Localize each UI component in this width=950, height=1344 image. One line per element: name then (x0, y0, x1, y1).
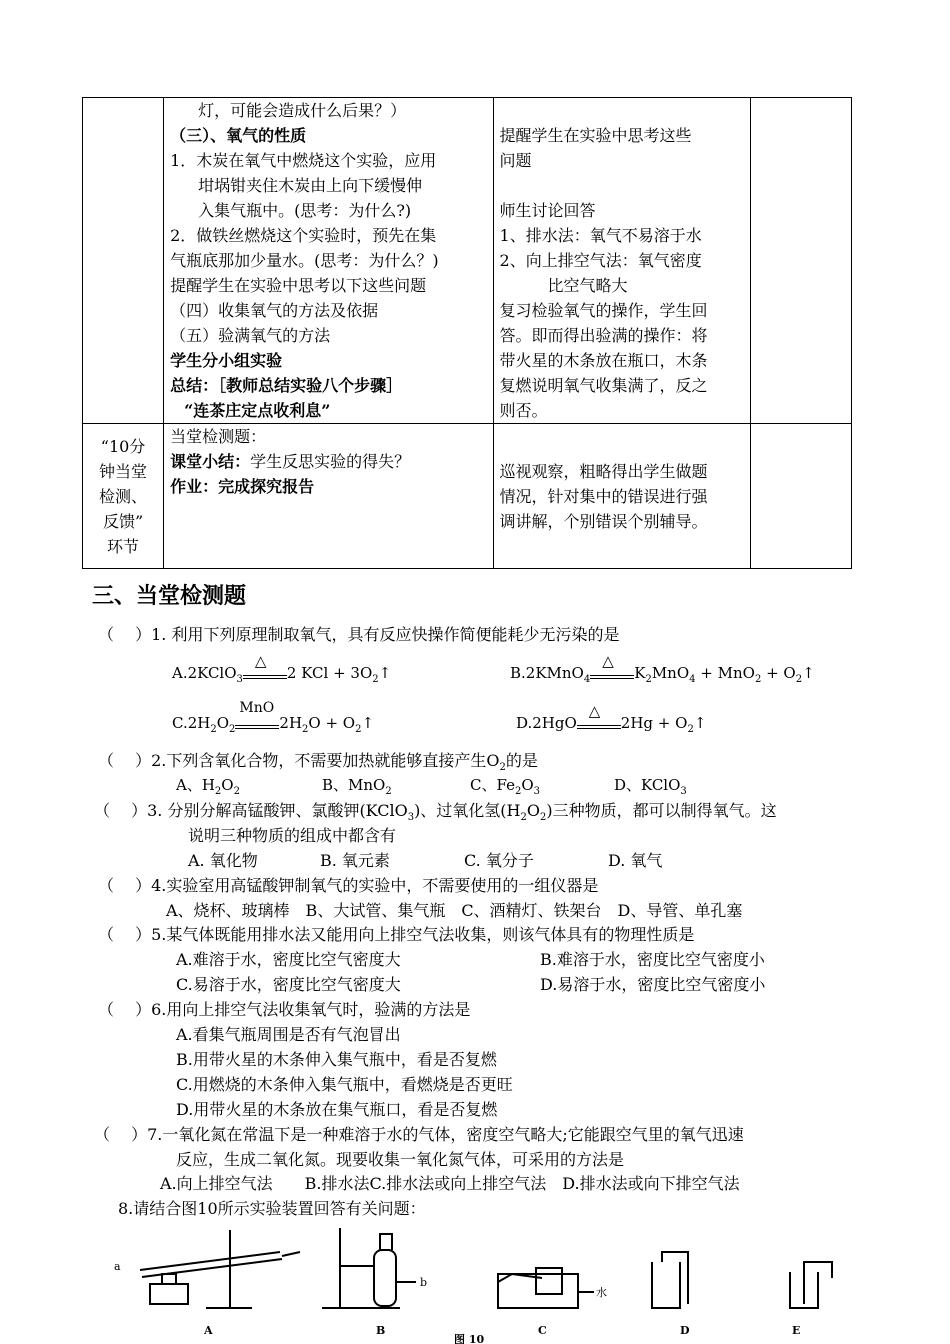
text-line: 巡视观察，粗略得出学生做题 (499, 461, 708, 481)
apparatus-a (140, 1230, 300, 1308)
question-3-line2: 说明三种物质的组成中都含有 (188, 826, 397, 845)
formula-part: + MnO (695, 664, 755, 682)
eq-line (590, 675, 634, 676)
text-line: 当堂检测题： (170, 427, 267, 446)
question-2 (98, 748, 538, 773)
text-line: 入集气瓶中。(思考：为什么?) (198, 201, 412, 220)
formula-part: 2 KCl + 3O (286, 664, 373, 682)
q2-option-d (614, 774, 687, 797)
subscript: 2 (233, 786, 240, 797)
q6-option-b: B.用带火星的木条伸入集气瓶中，看是否复燃 (176, 1050, 497, 1069)
up-arrow-icon: ↑ (378, 664, 392, 682)
option-text: A、H (176, 776, 215, 794)
question-7-line2: 反应，生成二氧化氮。现要收集一氧化氮气体，可采用的方法是 (176, 1150, 625, 1169)
activity-cell (164, 424, 493, 569)
subscript: 2 (514, 786, 522, 797)
notes-cell (750, 424, 851, 569)
up-arrow-icon: ↑ (802, 664, 815, 682)
apparatus-c (498, 1268, 594, 1308)
subscript: 2 (302, 724, 309, 735)
subscript: 2 (645, 674, 652, 685)
eq-line (590, 678, 634, 679)
label-d: D (680, 1324, 690, 1337)
question-text: )、过氧化氢(H (414, 801, 521, 820)
option-text: C、Fe (470, 776, 515, 794)
q2-option-a (176, 774, 240, 797)
summary-line (170, 449, 486, 474)
subscript: 4 (689, 674, 696, 685)
subscript: 2 (372, 674, 379, 685)
q1-option-a (172, 652, 392, 685)
eq-line (577, 728, 621, 729)
q6-option-c: C.用燃烧的木条伸入集气瓶中，看燃烧是否更旺 (176, 1075, 513, 1094)
catalyst-label: MnO (239, 700, 275, 716)
subscript: 2 (229, 724, 236, 735)
eq-line (243, 678, 287, 679)
stage-label: 反馈” (102, 511, 144, 531)
q6-option-a: A.看集气瓶周围是否有气泡冒出 (176, 1025, 401, 1044)
q7-options: A.向上排空气法 B.排水法C.排水法或向上排空气法 D.排水法或向下排空气法 (160, 1174, 740, 1193)
formula-part: K (634, 664, 646, 682)
q2-option-c (470, 774, 540, 797)
formula-part: 2H (279, 714, 303, 732)
q3-option-a: A. 氧化物 (188, 851, 258, 870)
stage-label: 钟当堂 (99, 461, 148, 481)
text-line: 比空气略大 (547, 276, 628, 295)
delivery-tube (282, 1252, 300, 1256)
label-b-mark: b (420, 1276, 428, 1289)
formula-part: + O (761, 664, 796, 682)
question-text: （ ）2.下列含氧化合物，不需要加热就能够直接产生O (98, 751, 500, 770)
stage-cell (83, 98, 164, 424)
question-7: （ ）7.一氧化氮在常温下是一种难溶于水的气体，密度空气略大;它能跟空气里的氧气迅速 (94, 1125, 744, 1144)
subscript: 2 (795, 674, 803, 685)
subscript: 3 (407, 812, 415, 824)
table-row (83, 98, 852, 424)
notes-cell (750, 98, 851, 424)
text-line: 调讲解，个别错误个别辅导。 (499, 511, 708, 531)
subscript: 2 (355, 724, 362, 735)
option-text: O (221, 776, 234, 794)
text-line: 情况，针对集中的错误进行强 (499, 486, 708, 506)
eq-line (235, 728, 279, 729)
text-line: 答。即而得出验满的操作：将 (499, 326, 708, 345)
stage-label: 检测、 (99, 486, 148, 506)
formula-part: B.2KMnO (510, 664, 584, 682)
delta-icon: △ (254, 652, 267, 670)
question-4: （ ）4.实验室用高锰酸钾制氧气的实验中，不需要使用的一组仪器是 (98, 876, 599, 895)
subscript: 2 (520, 812, 527, 824)
formula-part: A.2KClO (172, 664, 237, 682)
homework-line: 作业：完成探究报告 (170, 477, 315, 496)
delta-icon: △ (588, 702, 601, 720)
up-arrow-icon: ↑ (361, 714, 375, 732)
delivery-tube (662, 1252, 688, 1304)
q2-option-b (322, 774, 392, 797)
text-line: 问题 (499, 151, 532, 170)
formula-part: C.2H (172, 714, 211, 732)
section-title: 三、当堂检测题 (92, 584, 247, 609)
q5-option-b: B.难溶于水，密度比空气密度小 (540, 950, 765, 969)
eq-line (235, 725, 279, 726)
label-c: C (538, 1324, 547, 1337)
question-text: （ ）3. 分别分解高锰酸钾、氯酸钾(KClO (94, 801, 408, 820)
q3-option-c: C. 氧分子 (464, 851, 534, 870)
apparatus-e (790, 1262, 832, 1308)
q6-option-d: D.用带火星的木条放在集气瓶口，看是否复燃 (176, 1100, 498, 1119)
question-6: （ ）6.用向上排空气法收集氧气时，验满的方法是 (98, 1000, 471, 1019)
text-line: 复燃说明氧气收集满了，反之 (499, 376, 708, 395)
formula-part: D.2HgO (516, 714, 577, 732)
subscript: 4 (583, 674, 591, 685)
text-line: 坩埚钳夹住木炭由上向下缓慢伸 (198, 176, 423, 195)
q3-option-b: B. 氧元素 (320, 851, 390, 870)
heading-line: （三）、氧气的性质 (170, 126, 307, 145)
spacer (500, 173, 744, 198)
label-a-mark: a (114, 1260, 121, 1273)
stage-label: 环节 (107, 536, 140, 556)
mnemonic-line: “连茶庄定点收利息” (184, 401, 331, 420)
text-line: 气瓶底那加少量水。(思考：为什么？) (170, 251, 439, 270)
summary-text: 学生反思实验的得失？ (250, 452, 411, 471)
text-line: 灯，可能会造成什么后果？） (198, 101, 407, 120)
question-text: 的是 (505, 751, 538, 770)
reaction-condition (235, 700, 279, 728)
reaction-condition (243, 652, 287, 678)
q3-option-d: D. 氧气 (608, 851, 663, 870)
water-label: 水 (596, 1286, 607, 1299)
option-text: B、MnO (322, 776, 386, 794)
heading-line: 学生分小组实验 (170, 351, 283, 370)
alcohol-lamp-icon (150, 1284, 188, 1304)
lamp-wick-icon (162, 1274, 176, 1284)
figure-caption: 图 10 (454, 1333, 485, 1344)
gas-jar-icon (536, 1268, 562, 1294)
test-tube-icon (374, 1250, 396, 1306)
q1-option-d (516, 702, 707, 735)
subscript: 2 (540, 812, 547, 824)
label-e: E (792, 1324, 801, 1337)
figure-10-apparatus (110, 1222, 850, 1344)
option-text: O (521, 776, 534, 794)
q1-option-b (510, 652, 815, 685)
question-5: （ ）5.某气体既能用排水法又能用向上排空气法收集，则该气体具有的物理性质是 (98, 925, 695, 944)
formula-part: MnO (651, 664, 690, 682)
subscript: 2 (214, 786, 222, 797)
text-line: 2．做铁丝燃烧这个实验时，预先在集 (170, 226, 437, 245)
q4-options: A、烧杯、玻璃棒 B、大试管、集气瓶 C、酒精灯、铁架台 D、导管、单孔塞 (166, 901, 743, 920)
subscript: 3 (680, 786, 687, 797)
q1-option-c (172, 700, 375, 735)
label-b: B (376, 1324, 386, 1337)
option-text: D、KClO (614, 776, 681, 794)
q5-option-c: C.易溶于水，密度比空气密度大 (176, 975, 401, 994)
text-line: （五）验满氧气的方法 (170, 326, 331, 345)
reaction-condition (577, 702, 621, 728)
water-trough-icon (498, 1274, 578, 1308)
table-row (83, 424, 852, 569)
reaction-condition (590, 652, 634, 678)
text-line: 2、向上排空气法：氧气密度 (499, 251, 702, 270)
summary-line: 总结：［教师总结实验八个步骤］ (170, 376, 403, 395)
lesson-plan-table (82, 97, 852, 569)
funnel-tube (380, 1234, 392, 1250)
eq-line (577, 725, 621, 726)
text-line: （四）收集氧气的方法及依据 (170, 301, 379, 320)
subscript: 2 (754, 674, 762, 685)
up-arrow-icon: ↑ (693, 714, 707, 732)
question-3 (94, 798, 777, 823)
apparatus-b (322, 1228, 416, 1308)
subscript: 2 (499, 762, 506, 774)
subscript: 2 (385, 786, 392, 797)
question-1: （ ）1. 利用下列原理制取氧气，具有反应快操作简便能耗少无污染的是 (98, 625, 620, 644)
subscript: 2 (687, 724, 694, 735)
text-line: 1．木炭在氧气中燃烧这个实验，应用 (170, 151, 437, 170)
eq-line (243, 675, 287, 676)
formula-part: 2Hg + O (620, 714, 688, 732)
text-line: 复习检验氧气的操作，学生回 (499, 301, 708, 320)
question-8: 8.请结合图10所示实验装置回答有关问题： (118, 1199, 426, 1218)
stage-label: “10分 (100, 436, 146, 456)
formula-part: O (216, 714, 230, 732)
teacher-cell (493, 98, 750, 424)
subscript: 3 (533, 786, 541, 797)
text-line: 则否。 (499, 401, 548, 420)
text-line: 提醒学生在实验中思考这些 (499, 126, 692, 145)
question-text: )三种物质，都可以制得氧气。这 (546, 801, 777, 820)
teacher-cell (493, 424, 750, 569)
text-line: 1、排水法：氧气不易溶于水 (499, 226, 702, 245)
question-text: O (526, 801, 541, 820)
stage-cell (83, 424, 164, 569)
q5-option-a: A.难溶于水，密度比空气密度大 (176, 950, 401, 969)
activity-cell (164, 98, 493, 424)
formula-part: O + O (308, 714, 356, 732)
text-line: 师生讨论回答 (499, 201, 596, 220)
subscript: 3 (236, 674, 243, 685)
summary-label: 课堂小结： (170, 452, 251, 471)
apparatus-d (652, 1252, 688, 1308)
text-line: 提醒学生在实验中思考以下这些问题 (170, 276, 427, 295)
gas-jar-icon (652, 1262, 680, 1308)
delta-icon: △ (602, 652, 614, 670)
label-a: A (204, 1324, 213, 1337)
subscript: 2 (210, 724, 217, 735)
q5-option-d: D.易溶于水，密度比空气密度小 (540, 975, 766, 994)
text-line: 带火星的木条放在瓶口，木条 (499, 351, 708, 370)
